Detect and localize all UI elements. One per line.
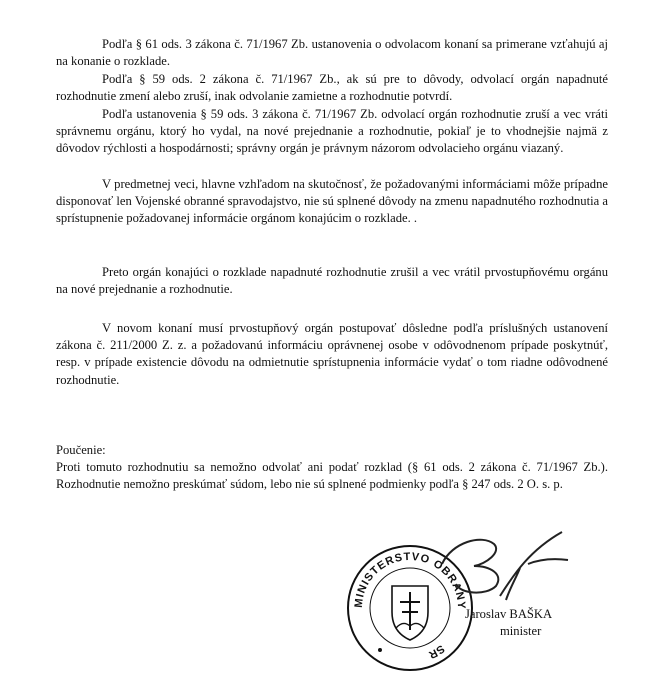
instruction-text: Proti tomuto rozhodnutiu sa nemožno odvolať ani podať rozklad (§ 61 ods. 2 zákona č. 71/1967 Zb.). Rozhodnutie nemožno preskúmať súdom, lebo nie sú splnené podmienky podľa § 247 ods. 2 O. s. p. — [56, 460, 608, 492]
paragraph-1: Podľa § 61 ods. 3 zákona č. 71/1967 Zb. ustanovenia o odvolacom konaní sa primerane vzťahujú aj na konanie o rozklade. — [56, 37, 608, 69]
paragraph-4: V predmetnej veci, hlavne vzhľadom na skutočnosť, že požadovanými informáciami môže prípadne disponovať len Vojenské obranné spravodajstvo, nie sú splnené dôvody na zmenu napadnutého rozhodnutia a sprístupnenie požadovanej informácie orgánom konajúcim o rozklade. . — [56, 177, 608, 226]
paragraph-3: Podľa ustanovenia § 59 ods. 3 zákona č. 71/1967 Zb. odvolací orgán rozhodnutie zruší a vec vráti správnemu orgánu, ktorý ho vydal, na nové prejednanie a rozhodnutie, pokiaľ je to vhodnejšie najmä z dôvodov rýchlosti a hospodárnosti; správny orgán je právnym názorom odvolacieho orgánu viazaný. — [56, 107, 608, 156]
paragraph-5: Preto orgán konajúci o rozklade napadnuté rozhodnutie zrušil a vec vrátil prvostupňovému orgánu na nové prejednanie a rozhodnutie. — [56, 265, 608, 297]
handwritten-signature — [412, 524, 582, 606]
paragraph-6: V novom konaní musí prvostupňový orgán postupovať dôsledne podľa príslušných ustanovení zákona č. 211/2000 Z. z. a požadovanú informáciu oprávnenej osobe v odôvodnenom prípade poskytnúť, resp. v prípade existencie dôvodu na odmietnutie sprístupnenia informácie vydať o tom riadne odôvodnené rozhodnutie. — [56, 321, 608, 387]
paragraph-2: Podľa § 59 ods. 2 zákona č. 71/1967 Zb., ak sú pre to dôvody, odvolací orgán napadnuté rozhodnutie zmení alebo zruší, inak odvolanie zamietne a rozhodnutie potvrdí. — [56, 72, 608, 104]
svg-text:MINISTERSTVO OBRANY: MINISTERSTVO OBRANY — [352, 550, 468, 611]
signer-role: minister — [500, 624, 542, 638]
signer-name: Jaroslav BAŠKA — [465, 607, 553, 621]
svg-text:SR: SR — [426, 642, 447, 661]
instruction-label: Poučenie: — [56, 443, 106, 457]
